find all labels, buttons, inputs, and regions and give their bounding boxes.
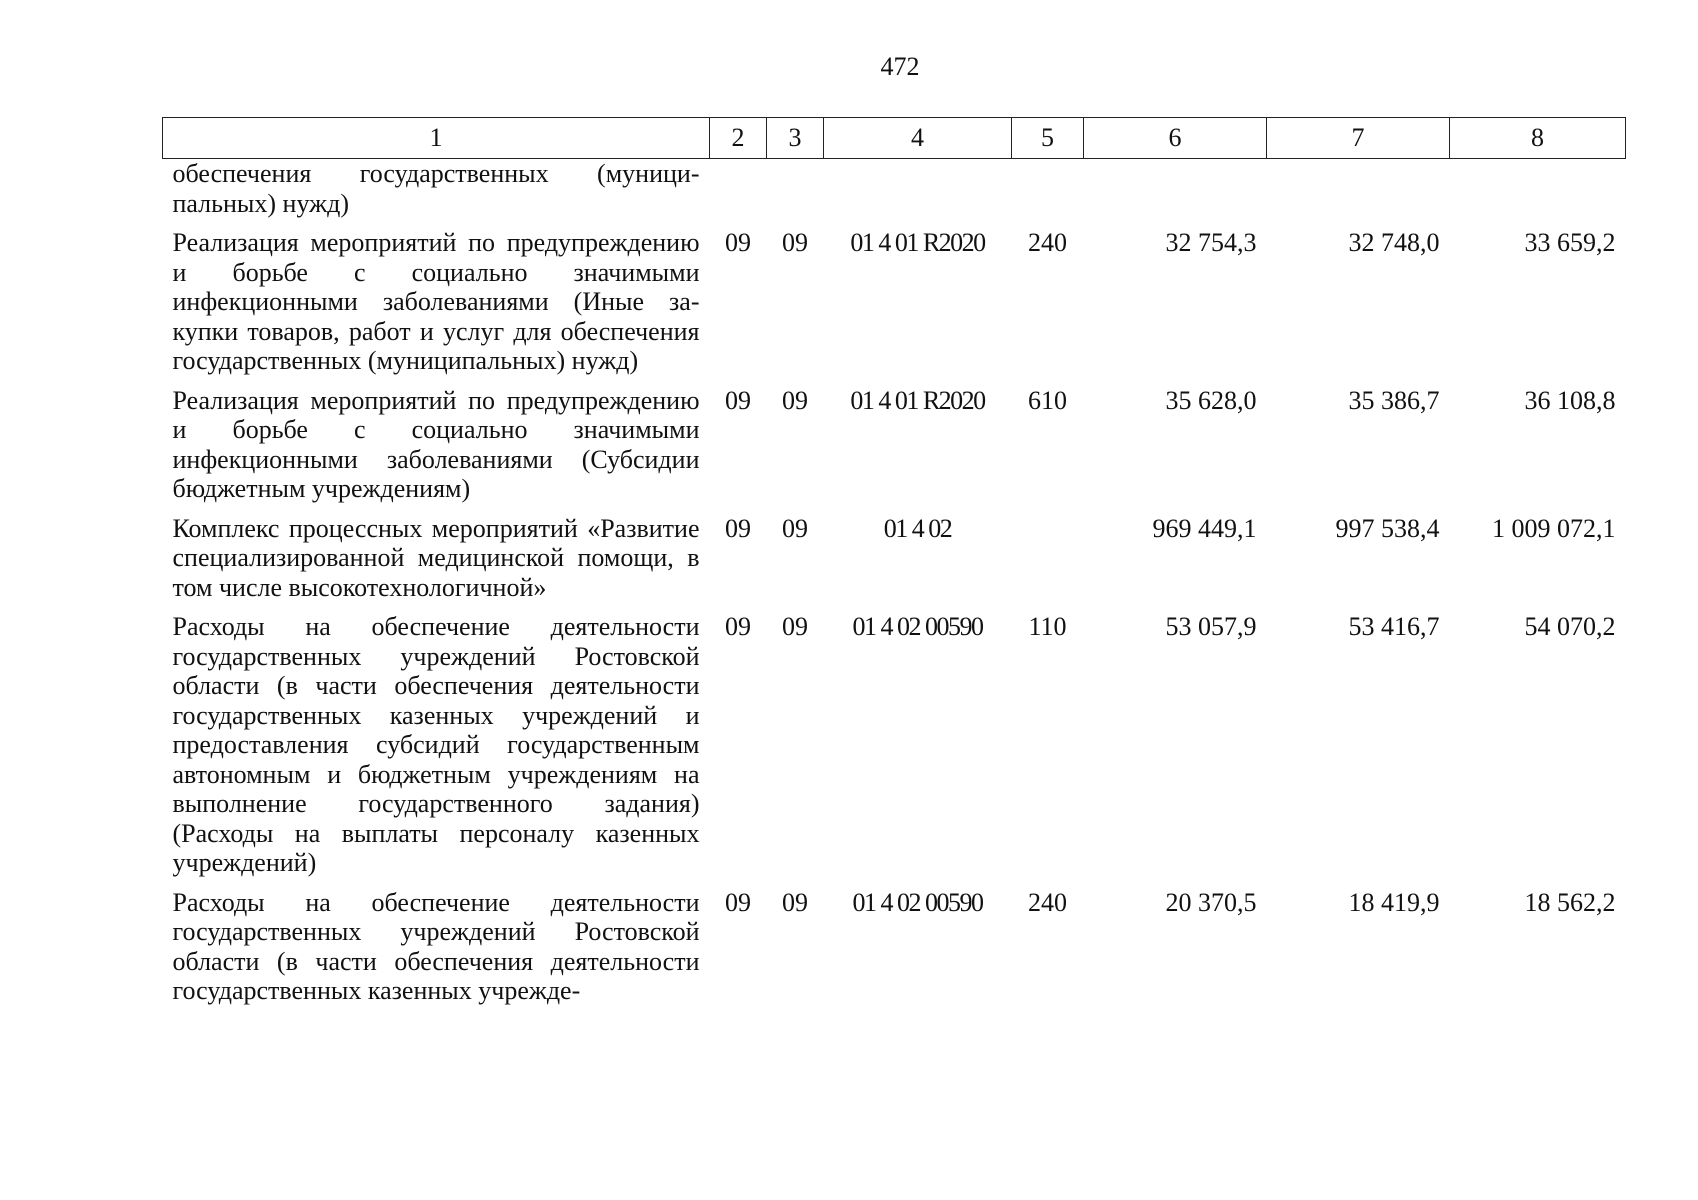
row-value-col8 xyxy=(1450,159,1626,229)
row-subsection: 09 xyxy=(782,887,808,917)
column-header-3: 3 xyxy=(767,118,824,159)
row-description: Реализация мероприятий по предупреждению и борьбе с социально значимыми инфекционными заболеваниями (Субсидии бюджетным учреждениям) xyxy=(172,385,700,503)
row-expense-type xyxy=(1012,159,1084,229)
table-row xyxy=(163,159,1626,229)
row-value-col6: 969 449,1 xyxy=(1152,513,1257,543)
page-number: 472 xyxy=(880,52,920,81)
column-header-5: 5 xyxy=(1012,118,1084,159)
row-section: 09 xyxy=(725,513,751,543)
row-description: Расходы на обеспечение деятельности государственных учреждений Ростовской области (в части обеспечения деятельности государственных казенных учреждений и предоставления субсидий государственным автономным и бюджетным учреждениям на выполнение государственного задания) (Расходы на выплаты персоналу казенных учреждений) xyxy=(172,612,700,877)
row-description: Комплекс процессных мероприятий «Развитие специализированной медицинской помощи, в том числе высокотехнологичной» xyxy=(172,513,700,602)
row-subsection: 09 xyxy=(782,385,808,415)
table-row xyxy=(163,888,1626,1016)
row-value-col6: 20 370,5 xyxy=(1165,887,1257,917)
row-subsection: 09 xyxy=(782,612,808,641)
column-header-1: 1 xyxy=(163,118,710,159)
row-section: 09 xyxy=(725,228,751,257)
row-value-col7: 35 386,7 xyxy=(1348,385,1440,415)
row-target-code: 01 4 02 00590 xyxy=(852,612,983,641)
table-row xyxy=(163,612,1626,888)
row-expense-type: 240 xyxy=(1028,887,1067,917)
row-expense-type xyxy=(1012,514,1084,613)
row-value-col6: 35 628,0 xyxy=(1165,385,1257,415)
row-section xyxy=(710,159,767,229)
row-subsection: 09 xyxy=(782,228,808,257)
row-description: обеспечения государственных (муниципальных) нужд) xyxy=(172,159,700,218)
column-header-8: 8 xyxy=(1450,118,1626,159)
row-subsection: 09 xyxy=(782,513,808,543)
row-value-col7: 53 416,7 xyxy=(1348,612,1440,641)
row-target-code: 01 4 01 R2020 xyxy=(850,385,985,415)
table-row xyxy=(163,386,1626,514)
row-value-col7: 18 419,9 xyxy=(1348,887,1440,917)
row-target-code xyxy=(824,159,1012,229)
row-value-col7: 32 748,0 xyxy=(1348,228,1440,257)
row-description: Реализация мероприятий по предупреждению и борьбе с социально значимыми инфекционными заболеваниями (Иные закупки товаров, работ и услуг для обеспечения государственных (муниципальных) нужд) xyxy=(172,228,700,375)
column-header-2: 2 xyxy=(710,118,767,159)
row-subsection xyxy=(767,159,824,229)
header-row xyxy=(163,118,1626,159)
row-target-code: 01 4 01 R2020 xyxy=(850,228,985,257)
row-value-col8: 36 108,8 xyxy=(1524,385,1616,415)
table-row xyxy=(163,228,1626,386)
row-value-col7 xyxy=(1267,159,1450,229)
row-expense-type: 240 xyxy=(1028,228,1067,257)
row-value-col8: 33 659,2 xyxy=(1524,228,1616,257)
row-description: Расходы на обеспечение деятельности государственных учреждений Ростовской области (в части обеспечения деятельности государственных казенных учрежде- xyxy=(172,887,700,1005)
column-header-4: 4 xyxy=(824,118,1012,159)
row-value-col8: 18 562,2 xyxy=(1524,887,1616,917)
column-header-7: 7 xyxy=(1267,118,1450,159)
row-section: 09 xyxy=(725,385,751,415)
row-value-col6 xyxy=(1084,159,1267,229)
row-value-col6: 32 754,3 xyxy=(1165,228,1257,257)
table-row xyxy=(163,514,1626,613)
row-value-col6: 53 057,9 xyxy=(1165,612,1257,641)
row-target-code: 01 4 02 xyxy=(883,513,952,543)
row-section: 09 xyxy=(725,887,751,917)
row-expense-type: 610 xyxy=(1028,385,1067,415)
budget-table xyxy=(162,117,1626,1016)
row-value-col8: 54 070,2 xyxy=(1524,612,1616,641)
row-value-col8: 1 009 072,1 xyxy=(1492,513,1616,543)
row-section: 09 xyxy=(725,612,751,641)
row-target-code: 01 4 02 00590 xyxy=(852,887,983,917)
row-expense-type: 110 xyxy=(1028,612,1067,641)
row-value-col7: 997 538,4 xyxy=(1335,513,1440,543)
column-header-6: 6 xyxy=(1084,118,1267,159)
